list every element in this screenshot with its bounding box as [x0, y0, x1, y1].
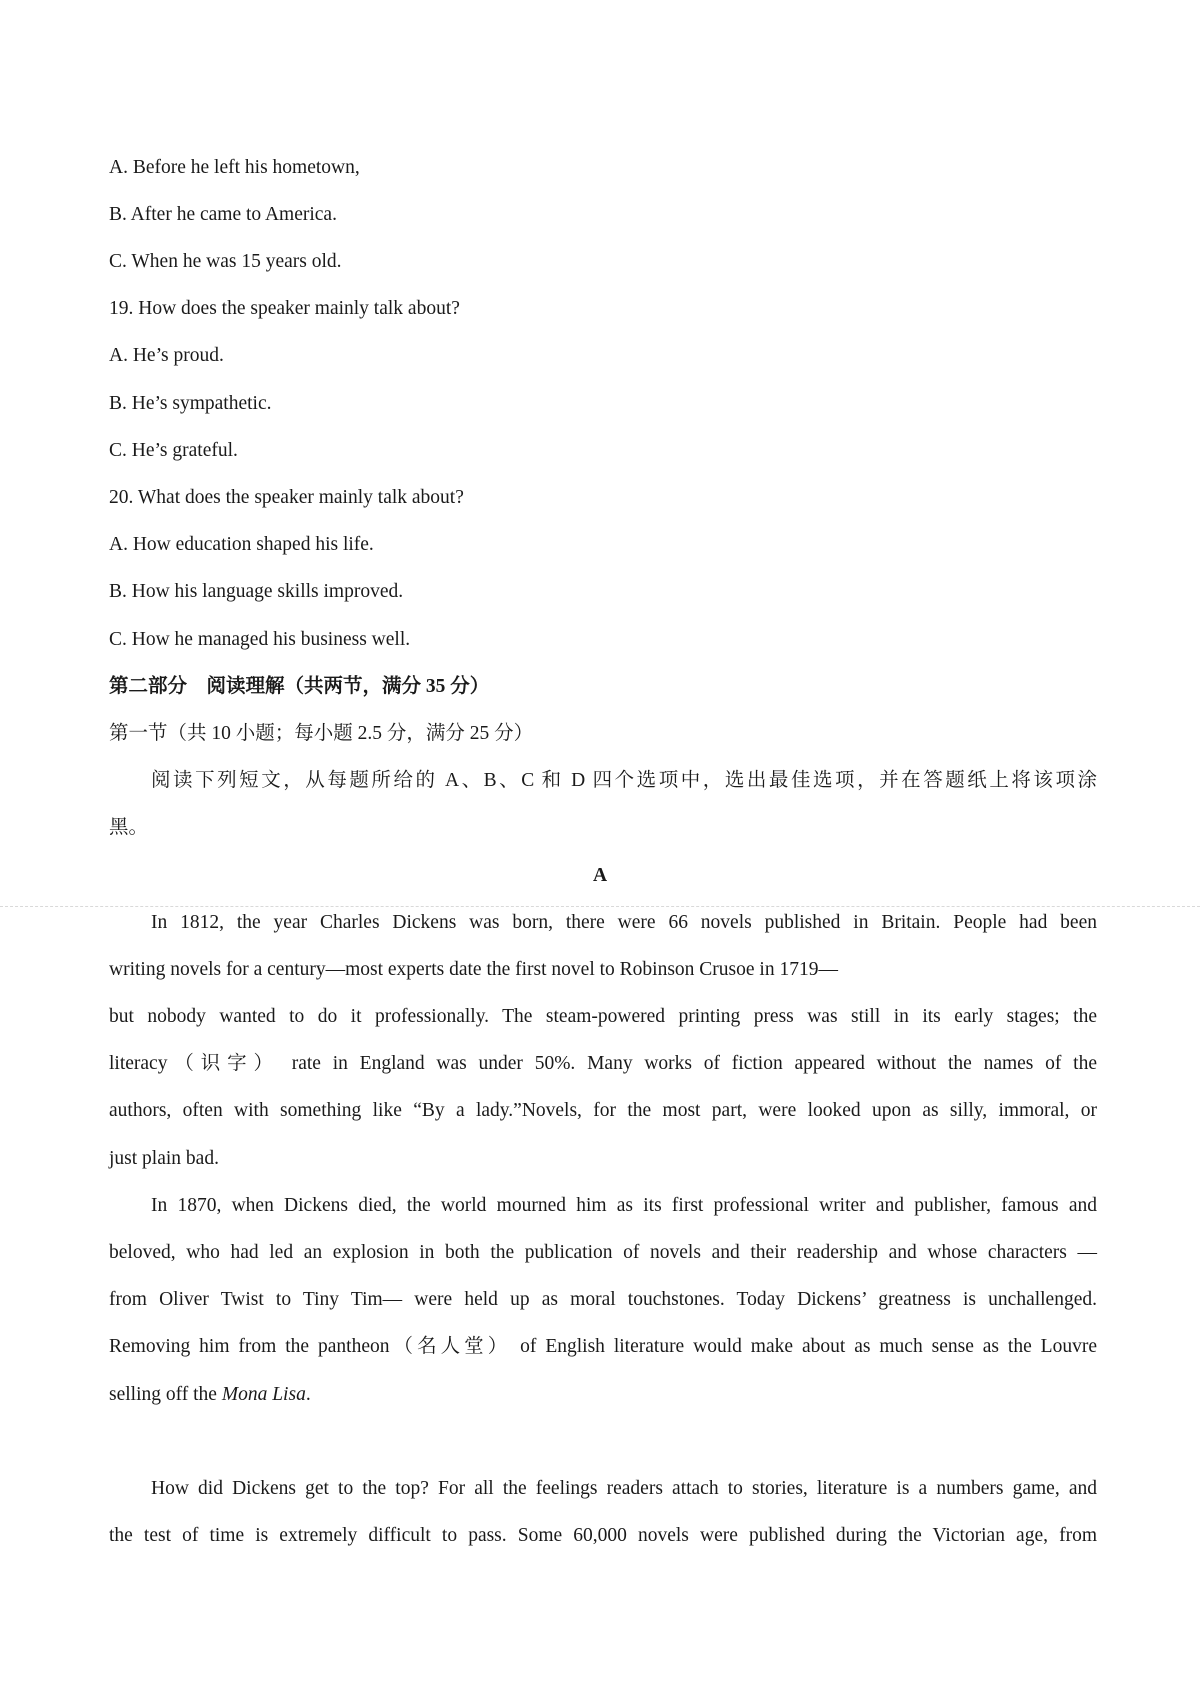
p1-line-1: In 1812, the year Charles Dickens was born, there were 66 novels published in Britain. People had been	[151, 912, 1097, 933]
instruction-line-2: 黑。	[109, 817, 149, 838]
p1-line-6: just plain bad.	[109, 1148, 219, 1169]
p1-line-4: literacy（识字） rate in England was under 50%. Many works of fiction appeared without the names of the	[109, 1053, 1097, 1074]
p3-line-2: the test of time is extremely difficult to pass. Some 60,000 novels were published during the Victorian age, from	[109, 1525, 1097, 1546]
p2-line-1: In 1870, when Dickens died, the world mourned him as its first professional writer and publisher, famous and	[151, 1195, 1097, 1216]
q18-option-b: B. After he came to America.	[109, 204, 337, 225]
p2-line-4: Removing him from the pantheon（名人堂） of English literature would make about as much sense as the Louvre	[109, 1336, 1097, 1357]
instruction-line-1: 阅读下列短文，从每题所给的 A、B、C 和 D 四个选项中，选出最佳选项，并在答题纸上将该项涂	[151, 770, 1097, 791]
q20-option-b: B. How his language skills improved.	[109, 581, 404, 602]
p2-line-3: from Oliver Twist to Tiny Tim— were held up as moral touchstones. Today Dickens’ greatness is unchallenged.	[109, 1289, 1097, 1310]
q19-option-c: C. He’s grateful.	[109, 440, 238, 461]
q20-question: 20. What does the speaker mainly talk about?	[109, 487, 464, 508]
q19-question: 19. How does the speaker mainly talk about?	[109, 298, 460, 319]
p2-line-2: beloved, who had led an explosion in both the publication of novels and their readership and whose characters —	[109, 1242, 1097, 1263]
mona-lisa-title: Mona Lisa	[221, 1384, 306, 1405]
p2-line-5-suffix: .	[305, 1384, 311, 1405]
q20-option-a: A. How education shaped his life.	[109, 534, 374, 555]
q18-option-a: A. Before he left his hometown,	[109, 157, 360, 178]
q19-option-a: A. He’s proud.	[109, 345, 224, 366]
page-divider	[0, 906, 1200, 907]
q19-option-b: B. He’s sympathetic.	[109, 393, 272, 414]
passage-label: A	[592, 865, 608, 886]
q18-option-c: C. When he was 15 years old.	[109, 251, 342, 272]
section1-heading: 第一节（共 10 小题；每小题 2.5 分，满分 25 分）	[109, 723, 534, 744]
p2-line-5-prefix: selling off the	[109, 1384, 222, 1405]
p2-line-5	[109, 1383, 311, 1407]
part2-heading: 第二部分 阅读理解（共两节，满分 35 分）	[109, 676, 490, 697]
p1-line-2: writing novels for a century—most experts date the first novel to Robinson Crusoe in 1719—	[109, 959, 838, 980]
p1-line-3: but nobody wanted to do it professionally. The steam-powered printing press was still in its early stages; the	[109, 1006, 1097, 1027]
p1-line-5: authors, often with something like “By a lady.”Novels, for the most part, were looked upon as silly, immoral, or	[109, 1100, 1097, 1121]
q20-option-c: C. How he managed his business well.	[109, 629, 411, 650]
p3-line-1: How did Dickens get to the top? For all the feelings readers attach to stories, literature is a numbers game, and	[151, 1478, 1097, 1499]
